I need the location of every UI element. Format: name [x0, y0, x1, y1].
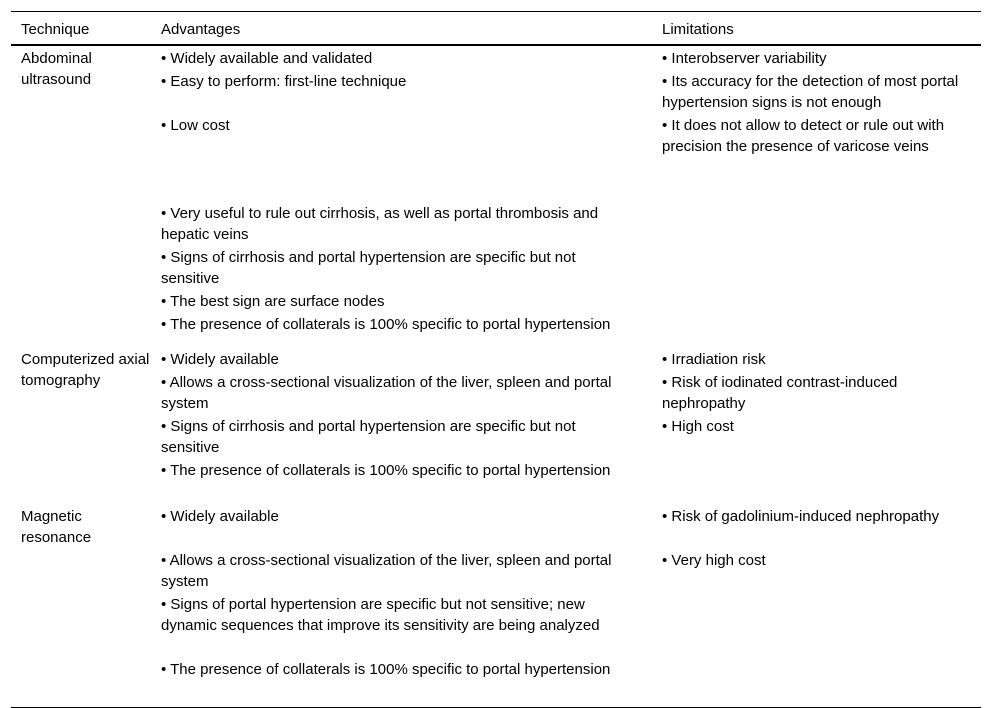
list-item: • Easy to perform: first-line technique: [161, 73, 407, 90]
advantages-cell: [161, 46, 621, 203]
limitations-cell: [662, 46, 962, 203]
list-item: • Widely available: [161, 508, 279, 525]
list-item: • Allows a cross-sectional visualization of the liver, spleen and portal system: [161, 552, 612, 590]
limitations-cell: [662, 347, 962, 504]
table-header: [11, 12, 981, 46]
list-item: • The presence of collaterals is 100% specific to portal hypertension: [161, 316, 611, 333]
header-limitations: Limitations: [662, 21, 734, 38]
table-row-continued: [11, 203, 981, 347]
list-item: • Widely available: [161, 351, 279, 368]
list-item: • Risk of iodinated contrast-induced nephropathy: [662, 374, 898, 412]
list-item: • Signs of cirrhosis and portal hypertension are specific but not sensitive: [161, 418, 576, 456]
header-technique: Technique: [21, 21, 90, 38]
list-item: • The presence of collaterals is 100% specific to portal hypertension: [161, 462, 611, 479]
table-row: [11, 46, 981, 203]
list-item: • Widely available and validated: [161, 50, 373, 67]
comparison-table: [11, 11, 981, 708]
table-row: [11, 504, 981, 707]
list-item: • The presence of collaterals is 100% specific to portal hypertension: [161, 661, 611, 678]
list-item: • It does not allow to detect or rule out with precision the presence of varicose veins: [662, 117, 945, 155]
list-item: • Very useful to rule out cirrhosis, as well as portal thrombosis and hepatic veins: [161, 205, 599, 243]
table-row: [11, 347, 981, 504]
list-item: • Risk of gadolinium-induced nephropathy: [662, 508, 940, 525]
technique-cell: Abdominal ultrasound: [21, 50, 92, 88]
list-item: • Signs of portal hypertension are specific but not sensitive; new dynamic sequences that improve its sensitivity are being analyzed: [161, 596, 600, 634]
list-item: • Low cost: [161, 117, 230, 134]
header-advantages: Advantages: [161, 21, 241, 38]
list-item: • Irradiation risk: [662, 351, 766, 368]
list-item: • Interobserver variability: [662, 50, 827, 67]
advantages-cell: [161, 347, 621, 504]
list-item: • Signs of cirrhosis and portal hypertension are specific but not sensitive: [161, 249, 576, 287]
list-item: • The best sign are surface nodes: [161, 293, 385, 310]
list-item: • Allows a cross-sectional visualization of the liver, spleen and portal system: [161, 374, 612, 412]
list-item: • Very high cost: [662, 552, 766, 569]
list-item: • High cost: [662, 418, 734, 435]
technique-cell: Computerized axial tomography: [21, 351, 150, 389]
advantages-cell: [161, 203, 621, 347]
list-item: • Its accuracy for the detection of most portal hypertension signs is not enough: [662, 73, 959, 111]
advantages-cell: [161, 504, 621, 707]
technique-cell: Magnetic resonance: [21, 508, 92, 546]
limitations-cell: [662, 504, 962, 707]
